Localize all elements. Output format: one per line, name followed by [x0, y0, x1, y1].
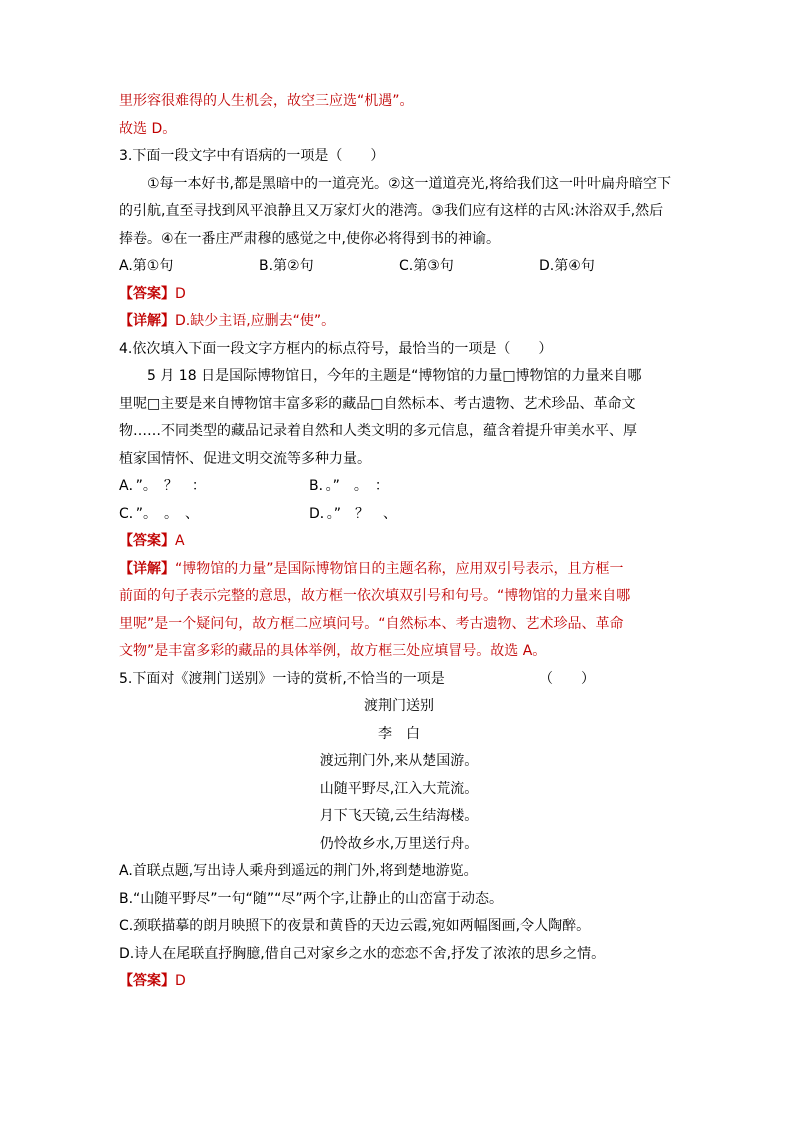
q5-stem-paren: （ ） — [539, 670, 595, 687]
q4-passage-line: 5 月 18 日是国际博物馆日，今年的主题是“博物馆的力量□博物馆的力量来自哪 — [147, 368, 642, 384]
prev-choice-line: 故选 D。 — [119, 120, 177, 137]
q5-stem-row — [119, 666, 679, 694]
q3-option-d: D.第④句 — [539, 258, 595, 274]
q4-detail — [119, 556, 679, 584]
q4-option-c: C．”。 。 、 — [119, 505, 200, 522]
q3-passage-line: 的引航,直至寻找到风平浪静且又万家灯火的港湾。③我们应有这样的古风:沐浴双手,然后 — [119, 203, 664, 219]
q3-stem: 3.下面一段文字中有语病的一项是（ ） — [119, 148, 385, 164]
prev-explanation-line: 里形容很难得的人生机会，故空三应选“机遇”。 — [119, 93, 414, 109]
q5-option-a: A.首联点题,写出诗人乘舟到遥远的荆门外,将到楚地游览。 — [119, 863, 478, 879]
answer-value: D — [175, 973, 186, 989]
q4-answer — [119, 528, 679, 556]
q3-option-a: A.第①句 — [119, 258, 174, 274]
q4-passage-line: 里呢□主要是来自博物馆丰富多彩的藏品□自然标本、考古遗物、艺术珍品、革命文 — [119, 395, 636, 412]
q3-option-b: B.第②句 — [259, 258, 314, 274]
q5-option-d: D.诗人在尾联直抒胸臆,借自己对家乡之水的恋恋不舍,抒发了浓浓的思乡之情。 — [119, 945, 606, 962]
q5-option-c: C.颈联描摹的朗月映照下的夜景和黄昏的天边云霞,宛如两幅图画,令人陶醉。 — [119, 918, 591, 934]
answer-value: D — [175, 285, 186, 302]
q3-passage-line: ①每一本好书,都是黑暗中的一道亮光。②这一道道亮光,将给我们这一叶叶扁舟暗空下 — [147, 175, 671, 192]
q4-passage-line: 植家国情怀、促进文明交流等多种力量。 — [119, 450, 371, 467]
q4-option-d: D．。” ？ 、 — [309, 505, 398, 522]
detail-text: “博物馆的力量”是国际博物馆日的主题名称，应用双引号表示，且方框一 — [175, 560, 624, 577]
poem-line: 仍怜故乡水,万里送行舟。 — [319, 835, 479, 852]
answer-tag: 【答案】 — [119, 285, 175, 302]
answer-value: A — [175, 533, 185, 549]
q3-passage-line: 捧卷。④在一番庄严肃穆的感觉之中,使你必将得到书的神谕。 — [119, 230, 500, 247]
poem-author: 李 白 — [378, 725, 420, 742]
q4-option-b: B．。” 。 ： — [309, 478, 389, 494]
q5-option-b: B.“山随平野尽”一句“随”“尽”两个字,让静止的山峦富于动态。 — [119, 890, 504, 907]
q4-passage-line: 物……不同类型的藏品记录着自然和人类文明的多元信息，蕴含着提升审美水平、厚 — [119, 423, 637, 439]
detail-text: D.缺少主语,应删去“使”。 — [175, 313, 336, 329]
q4-detail-line: 里呢”是一个疑问句，故方框二应填问号。“自然标本、考古遗物、艺术珍品、革命 — [119, 615, 624, 632]
detail-tag: 【详解】 — [119, 313, 175, 329]
q4-options-row — [119, 501, 679, 529]
poem-title: 渡荆门送别 — [364, 698, 434, 714]
q5-stem: 5.下面对《渡荆门送别》一诗的赏析,不恰当的一项是 — [119, 670, 445, 687]
q4-detail-line: 前面的句子表示完整的意思，故方框一依次填双引号和句号。“博物馆的力量来自哪 — [119, 588, 631, 604]
document-page — [119, 88, 679, 996]
q5-answer — [119, 968, 679, 996]
q4-stem: 4.依次填入下面一段文字方框内的标点符号，最恰当的一项是（ ） — [119, 340, 553, 357]
q4-options-row — [119, 473, 679, 501]
poem-line: 山随平野尽,江入大荒流。 — [319, 780, 479, 797]
q4-option-a: A．”。 ？ ： — [119, 478, 206, 494]
q3-answer — [119, 281, 679, 309]
q3-detail — [119, 308, 679, 336]
q3-options — [119, 253, 679, 281]
q3-option-c: C.第③句 — [399, 258, 454, 274]
detail-tag: 【详解】 — [119, 560, 175, 577]
poem-line: 渡远荆门外,来从楚国游。 — [319, 753, 479, 769]
answer-tag: 【答案】 — [119, 533, 175, 549]
q4-detail-line: 文物”是丰富多彩的藏品的具体举例，故方框三处应填冒号。故选 A。 — [119, 643, 547, 659]
answer-tag: 【答案】 — [119, 973, 175, 989]
poem-line: 月下飞天镜,云生结海楼。 — [319, 808, 479, 824]
